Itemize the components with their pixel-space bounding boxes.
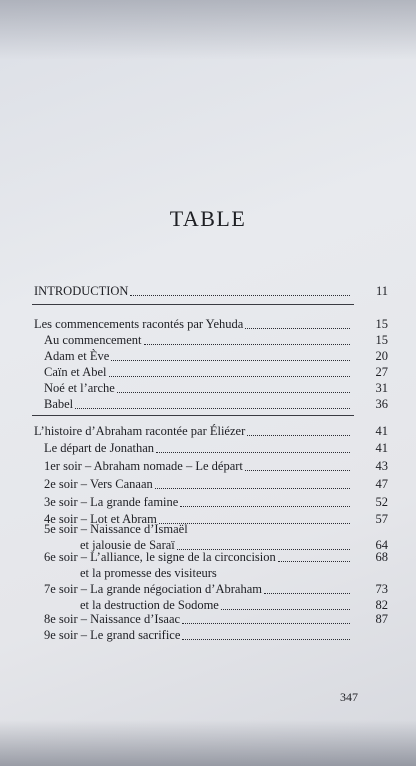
toc-entry-label: 8e soir – Naissance d’Isaac [44,612,181,626]
toc-entry [44,333,388,347]
toc-entry-page: 73 [375,582,388,596]
toc-entry-page: 64 [375,538,388,552]
toc-entry [44,349,388,363]
toc-entry [44,612,388,626]
toc-entry-label: Le départ de Jonathan [44,441,155,455]
dot-leader [278,551,350,562]
toc-entry-page: 57 [375,512,388,526]
toc-entry-label: 4e soir – Lot et Abram [44,512,157,526]
dot-leader [156,442,350,453]
page-number: 347 [340,690,358,704]
toc-entry [34,317,388,331]
toc-entry [44,365,388,379]
dot-leader [221,599,350,610]
dot-leader [177,539,350,550]
dot-leader [109,366,351,377]
dot-leader [182,629,350,640]
toc-entry [44,550,388,564]
dot-leader [75,398,350,409]
toc-entry-label: 2e soir – Vers Canaan [44,477,153,491]
dot-leader [247,425,350,436]
toc-entry-label: 9e soir – Le grand sacrifice [44,628,181,642]
toc-entry-label: 6e soir – L’alliance, le signe de la circoncision [44,550,276,564]
dot-leader [245,460,350,471]
toc-entry [44,459,388,473]
toc-entry-label: Caïn et Abel [44,365,107,379]
toc-entry-label: Noé et l’arche [44,381,115,395]
dot-leader [155,478,350,489]
toc-entry-page: 15 [375,333,388,347]
toc-entry-page: 43 [375,459,388,473]
toc-entry-page: 47 [375,477,388,491]
toc-entry-label: 5e soir – Naissance d’Ismaël [44,522,188,536]
toc-entry-label: 7e soir – La grande négociation d’Abraham [44,582,262,596]
toc-entry-label: et la destruction de Sodome [80,598,219,612]
toc-entry-label: 3e soir – La grande famine [44,495,179,509]
section-divider [32,415,354,416]
toc-entry [44,397,388,411]
dot-leader [180,496,350,507]
toc-entry [44,495,388,509]
toc-entry [34,424,388,438]
toc-entry-page: 20 [375,349,388,363]
toc-entry [44,381,388,395]
toc-entry-label: L’histoire d’Abraham racontée par Éliézer [34,424,246,438]
toc-entry [44,628,352,642]
toc-entry-label: Au commencement [44,333,142,347]
toc-entry-label: Les commencements racontés par Yehuda [34,317,244,331]
toc-entry-label: et la promesse des visiteurs [80,566,217,580]
dot-leader [111,350,350,361]
dot-leader [264,583,350,594]
toc-entry-page: 41 [375,424,388,438]
toc-entry-page: 11 [375,284,388,298]
toc-entry [44,582,388,596]
toc-entry [44,477,388,491]
toc-entry-page: 31 [375,381,388,395]
dot-leader [130,285,350,296]
dot-leader [144,334,350,345]
toc-entry-page: 15 [375,317,388,331]
toc-entry-page: 41 [375,441,388,455]
toc-entry [44,441,388,455]
toc-entry-page: 87 [375,612,388,626]
section-divider [32,304,354,305]
dot-leader [117,382,350,393]
toc-entry [34,284,388,298]
toc-entry-label: Babel [44,397,74,411]
toc-entry-label: Adam et Ève [44,349,110,363]
toc-entry-page: 68 [375,550,388,564]
page-title: TABLE [169,206,247,231]
toc-entry-page: 82 [375,598,388,612]
toc-entry [80,598,388,612]
dot-leader [182,613,350,624]
toc-entry-page: 27 [375,365,388,379]
toc-entry-label: 1er soir – Abraham nomade – Le départ [44,459,243,473]
toc-entry-label: INTRODUCTION [34,284,129,298]
toc-entry-label: et jalousie de Saraï [80,538,175,552]
dot-leader [245,318,350,329]
toc-entry-page: 52 [375,495,388,509]
toc-entry-page: 36 [375,397,388,411]
